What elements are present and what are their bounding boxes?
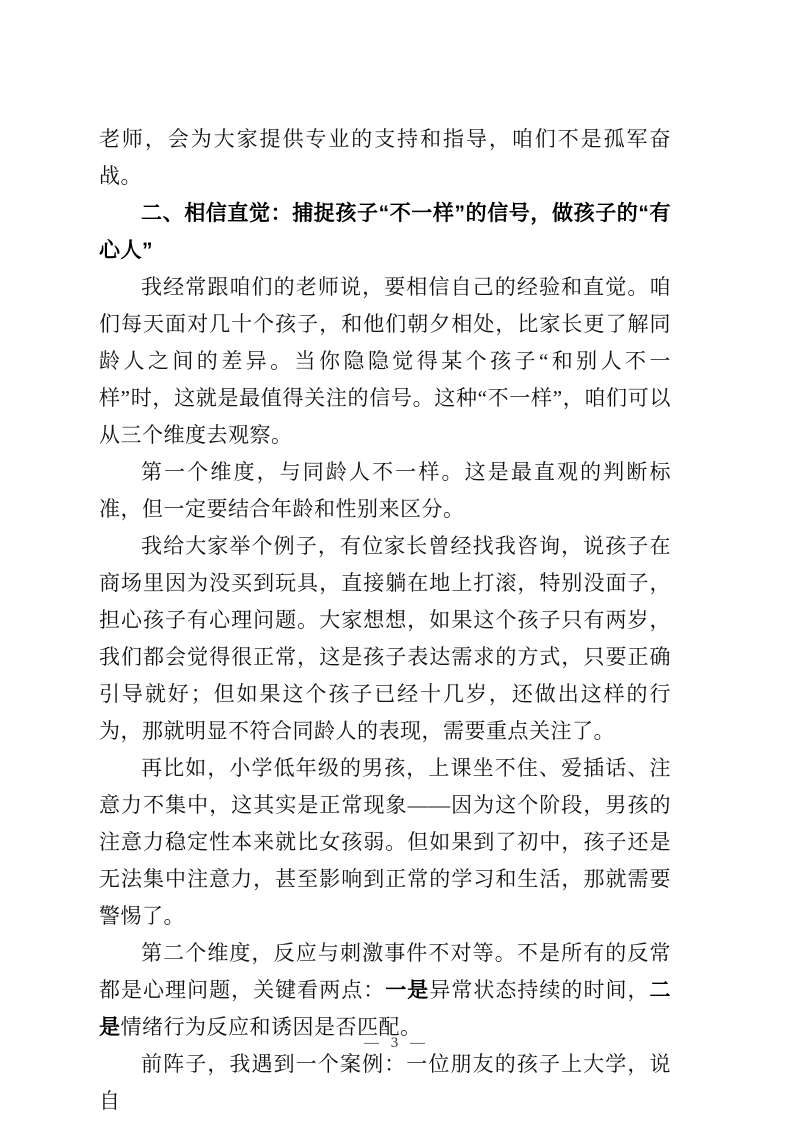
- dimension-two-text: 第二个维度，反应与刺激事件不对等。不是所有的反常都是心理问题，关键看两点：: [99, 941, 671, 1002]
- paragraph-intuition-intro: 我经常跟咱们的老师说，要相信自己的经验和直觉。咱们每天面对几十个孩子，和他们朝夕相处，比家长更了解同龄人之间的差异。当你隐隐觉得某个孩子“和别人不一样”时，这就是最值得关注的信号。这种“不一样”，咱们可以从三个维度去观察。: [99, 275, 671, 447]
- emphasis-point-one: 一是: [385, 979, 430, 1002]
- dimension-two-text: 异常状态持续的时间，: [429, 978, 650, 1002]
- dimension-two-text: 情绪行为反应和诱因是否匹配。: [120, 1015, 422, 1039]
- paragraph-continuation: 老师，会为大家提供专业的支持和指导，咱们不是孤军奋战。: [99, 127, 671, 188]
- document-body: [99, 121, 671, 1120]
- paragraph-example-boys: 再比如，小学低年级的男孩，上课坐不住、爱插话、注意力不集中，这其实是正常现象——因为这个阶段，男孩的注意力稳定性本来就比女孩弱。但如果到了初中，孩子还是无法集中注意力，甚至影响到正常的学习和生活，那就需要警惕了。: [99, 756, 671, 928]
- section-heading: 二、相信直觉：捕捉孩子“不一样”的信号，做孩子的“有心人”: [99, 202, 671, 262]
- page-number: — 3 —: [364, 1035, 429, 1051]
- paragraph-example-mall: 我给大家举个例子，有位家长曾经找我咨询，说孩子在商场里因为没买到玩具，直接躺在地上打滚，特别没面子，担心孩子有心理问题。大家想想，如果这个孩子只有两岁，我们都会觉得很正常，这是孩子表达需求的方式，只要正确引导就好；但如果这个孩子已经十几岁，还做出这样的行为，那就明显不符合同龄人的表现，需要重点关注了。: [99, 534, 671, 743]
- paragraph-case-intro: 前阵子，我遇到一个案例：一位朋友的孩子上大学，说自: [99, 1052, 671, 1113]
- paragraph-dimension-one: 第一个维度，与同龄人不一样。这是最直观的判断标准，但一定要结合年龄和性别来区分。: [99, 460, 671, 521]
- paragraph-dimension-two: [99, 935, 671, 1046]
- emphasis-point-two: 二是: [99, 979, 672, 1039]
